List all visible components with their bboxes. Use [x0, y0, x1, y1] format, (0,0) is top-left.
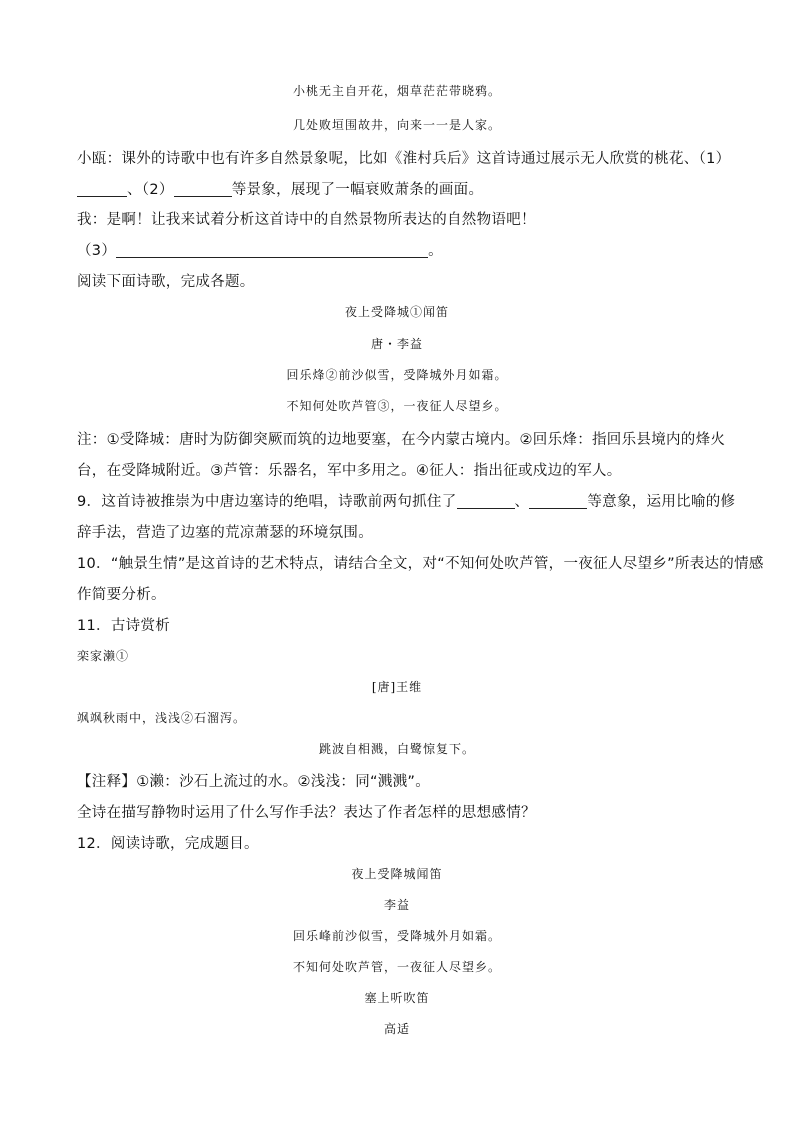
question-10-line1: 10．“触景生情”是这首诗的艺术特点，请结合全文，对“不知何处吹芦管，一夜征人尽望乡”所表达的情感 — [77, 556, 764, 572]
question-11-heading: 11．古诗赏析 — [77, 618, 171, 634]
question-9-line2: 辞手法，营造了边塞的荒凉萧瑟的环境氛围。 — [77, 525, 373, 541]
question-10-line2: 作简要分析。 — [77, 587, 166, 603]
notes-line1: 注：①受降城：唐时为防御突厥而筑的边地要塞，在今内蒙古境内。②回乐烽：指回乐县境内的烽火 — [77, 432, 726, 448]
q12-poem2-author: 高适 — [383, 1022, 410, 1036]
answer-blank-q9-2[interactable] — [529, 494, 587, 509]
dialogue-paragraph-3: （3） 。 — [77, 243, 443, 259]
poem2-title: 夜上受降城①闻笛 — [344, 305, 449, 319]
question-9-line1: 9．这首诗被推崇为中唐边塞诗的绝唱，诗歌前两句抓住了 、 等意象，运用比喻的修 — [77, 494, 736, 510]
q11-question: 全诗在描写静物时运用了什么写作手法？表达了作者怎样的思想感情？ — [77, 805, 536, 821]
dialogue-paragraph-1a: 小瓯：课外的诗歌中也有许多自然景象呢，比如《淮村兵后》这首诗通过展示无人欣赏的桃花、（1） — [77, 151, 731, 167]
q11-note: 【注释】①濑：沙石上流过的水。②浅浅：同“溅溅”。 — [77, 774, 431, 790]
poem2-author: 唐・李益 — [370, 337, 423, 351]
dialogue-paragraph-1b: 、（2） 等景象，展现了一幅衰败萧条的画面。 — [77, 178, 483, 199]
q11-poem-author: [唐]王维 — [371, 680, 423, 694]
answer-blank-1[interactable] — [77, 182, 127, 197]
q12-poem1-title: 夜上受降城闻笛 — [351, 867, 443, 881]
q12-poem1-line2: 不知何处吹芦管，一夜征人尽望乡。 — [292, 960, 501, 974]
poem2-line2: 不知何处吹芦管③，一夜征人尽望乡。 — [286, 399, 508, 413]
q11-poem-title: 栾家濑① — [77, 649, 130, 663]
poem2-line1: 回乐烽②前沙似雪，受降城外月如霜。 — [286, 368, 508, 382]
reading-instruction: 阅读下面诗歌，完成各题。 — [77, 274, 255, 290]
q12-poem1-line1: 回乐峰前沙似雪，受降城外月如霜。 — [292, 929, 501, 943]
poem1-line1: 小桃无主自开花，烟草茫茫带晓鸦。 — [292, 84, 501, 98]
q12-poem2-title: 塞上听吹笛 — [364, 991, 430, 1005]
notes-line2: 台，在受降城附近。③芦管：乐器名，军中多用之。④征人：指出征或戍边的军人。 — [77, 463, 622, 479]
q12-poem1-author: 李益 — [383, 898, 410, 912]
dialogue-paragraph-2: 我：是啊！让我来试着分析这首诗中的自然景物所表达的自然物语吧！ — [77, 212, 536, 228]
answer-blank-3[interactable] — [116, 243, 428, 258]
q11-poem-line2: 跳波自相溅，白鹭惊复下。 — [318, 742, 475, 756]
answer-blank-q9-1[interactable] — [457, 494, 515, 509]
q11-poem-line1: 飒飒秋雨中，浅浅②石溜泻。 — [77, 711, 247, 725]
answer-blank-2[interactable] — [174, 182, 232, 197]
poem1-line2: 几处败垣围故井，向来一一是人家。 — [292, 118, 501, 132]
question-12-heading: 12．阅读诗歌，完成题目。 — [77, 836, 259, 852]
